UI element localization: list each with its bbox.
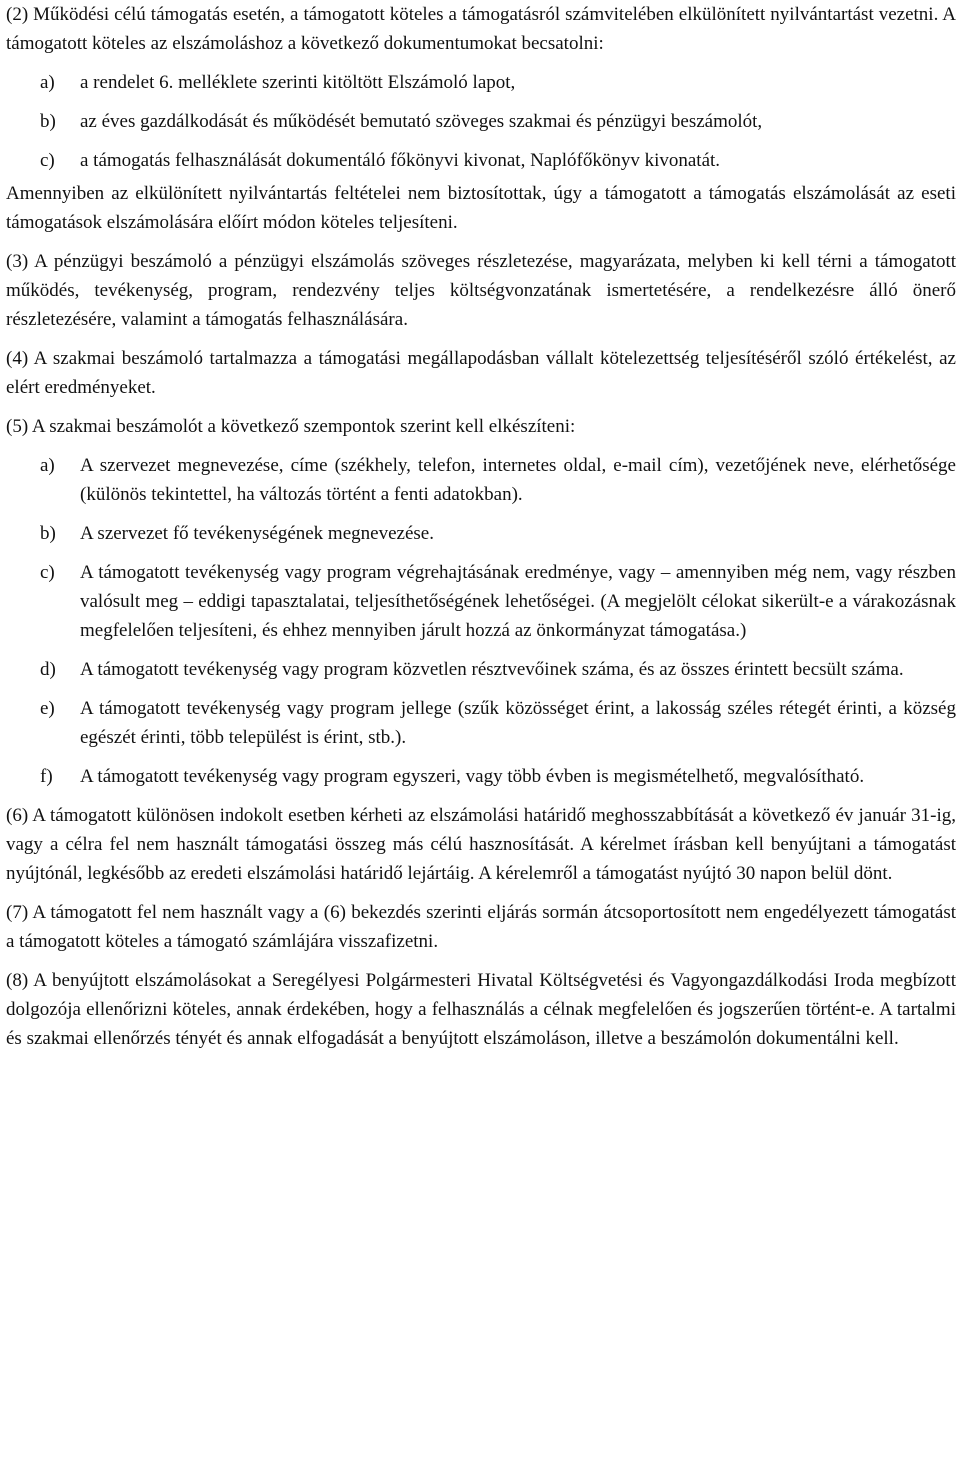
list-item-label: b) xyxy=(40,111,56,132)
list-item-label: f) xyxy=(40,766,53,787)
paragraph-8: (8) A benyújtott elszámolásokat a Seregélyesi Polgármesteri Hivatal Költségvetési és Vagyongazdálkodási Iroda megbízott dolgozója ellenőrizni köteles, annak érdekében, hogy a felhasználás a célnak megfelelően és jogszerűen történt-e. A tartalmi és szakmai ellenőrzés tényét és annak elfogadását a benyújtott elszámoláson, illetve a beszámolón dokumentálni kell. xyxy=(6,970,956,1049)
list-item-label: c) xyxy=(40,562,55,583)
list-item-text: A támogatott tevékenység vagy program végrehajtásának eredménye, vagy – amennyiben még nem, vagy részben valósult meg – eddigi tapasztalatai, teljesíthetőségének lehetőségei. (A megjelölt célokat sikerült-e a várakozásnak megfelelően teljesíteni, és ehhez mennyiben járult hozzá az önkormányzat támogatása.) xyxy=(80,562,956,641)
list-item-label: e) xyxy=(40,698,55,719)
list-item xyxy=(6,451,956,509)
list-item-label: a) xyxy=(40,72,55,93)
list-item-label: d) xyxy=(40,659,56,680)
list-item xyxy=(6,558,956,645)
list-item-label: b) xyxy=(40,523,56,544)
list-item xyxy=(6,146,956,175)
paragraph-5: (5) A szakmai beszámolót a következő szempontok szerint kell elkészíteni: xyxy=(6,416,576,437)
list-item-text: a rendelet 6. melléklete szerinti kitöltött Elszámoló lapot, xyxy=(80,72,516,93)
list-item-label: a) xyxy=(40,455,55,476)
paragraph-2-continuation: Amennyiben az elkülönített nyilvántartás feltételei nem biztosítottak, úgy a támogatott a támogatás elszámolását az eseti támogatások elszámolására előírt módon köteles teljesíteni. xyxy=(6,183,956,233)
list-item-text: A támogatott tevékenység vagy program közvetlen résztvevőinek száma, és az összes érintett becsült száma. xyxy=(80,659,904,680)
list-item-text: A szervezet fő tevékenységének megnevezése. xyxy=(80,523,434,544)
list-item xyxy=(6,519,956,548)
list-item xyxy=(6,107,956,136)
list-item xyxy=(6,762,956,791)
list-item xyxy=(6,655,956,684)
list-item-label: c) xyxy=(40,150,55,171)
list-item-text: A támogatott tevékenység vagy program egyszeri, vagy több évben is megismételhető, megvalósítható. xyxy=(80,766,865,787)
list-item-text: az éves gazdálkodását és működését bemutató szöveges szakmai és pénzügyi beszámolót, xyxy=(80,111,763,132)
paragraph-3: (3) A pénzügyi beszámoló a pénzügyi elszámolás szöveges részletezése, magyarázata, melyben ki kell térni a támogatott működés, tevékenység, program, rendezvény teljes költségvonzatának ismertetésére, a rendelkezésre álló önerő részletezésére, valamint a támogatás felhasználására. xyxy=(6,251,956,330)
paragraph-2: (2) Működési célú támogatás esetén, a támogatott köteles a támogatásról számvitelében elkülönített nyilvántartást vezetni. A támogatott köteles az elszámoláshoz a következő dokumentumokat becsatolni: xyxy=(6,4,956,54)
paragraph-4: (4) A szakmai beszámoló tartalmazza a támogatási megállapodásban vállalt kötelezettség teljesítéséről szóló értékelést, az elért eredményeket. xyxy=(6,348,956,398)
list-item-text: a támogatás felhasználását dokumentáló főkönyvi kivonat, Naplófőkönyv kivonatát. xyxy=(80,150,721,171)
list-item-text: A támogatott tevékenység vagy program jellege (szűk közösséget érint, a lakosság széles rétegét érinti, a község egészét érinti, több települést is érint, stb.). xyxy=(80,698,956,748)
paragraph-6: (6) A támogatott különösen indokolt esetben kérheti az elszámolási határidő meghosszabbítását a következő év január 31-ig, vagy a célra fel nem használt támogatási összeg más célú hasznosítását. A kérelmet írásban kell benyújtani a támogatást nyújtónál, legkésőbb az eredeti elszámolási határidő lejártáig. A kérelemről a támogatást nyújtó 30 napon belül dönt. xyxy=(6,805,956,884)
list-item-text: A szervezet megnevezése, címe (székhely, telefon, internetes oldal, e-mail cím), vezetőjének neve, elérhetősége (különös tekintettel, ha változás történt a fenti adatokban). xyxy=(80,455,956,505)
paragraph-7: (7) A támogatott fel nem használt vagy a (6) bekezdés szerinti eljárás sormán átcsoportosított nem engedélyezett támogatást a támogatott köteles a támogató számlájára visszafizetni. xyxy=(6,902,956,952)
list-item xyxy=(6,694,956,752)
list-item xyxy=(6,68,956,97)
